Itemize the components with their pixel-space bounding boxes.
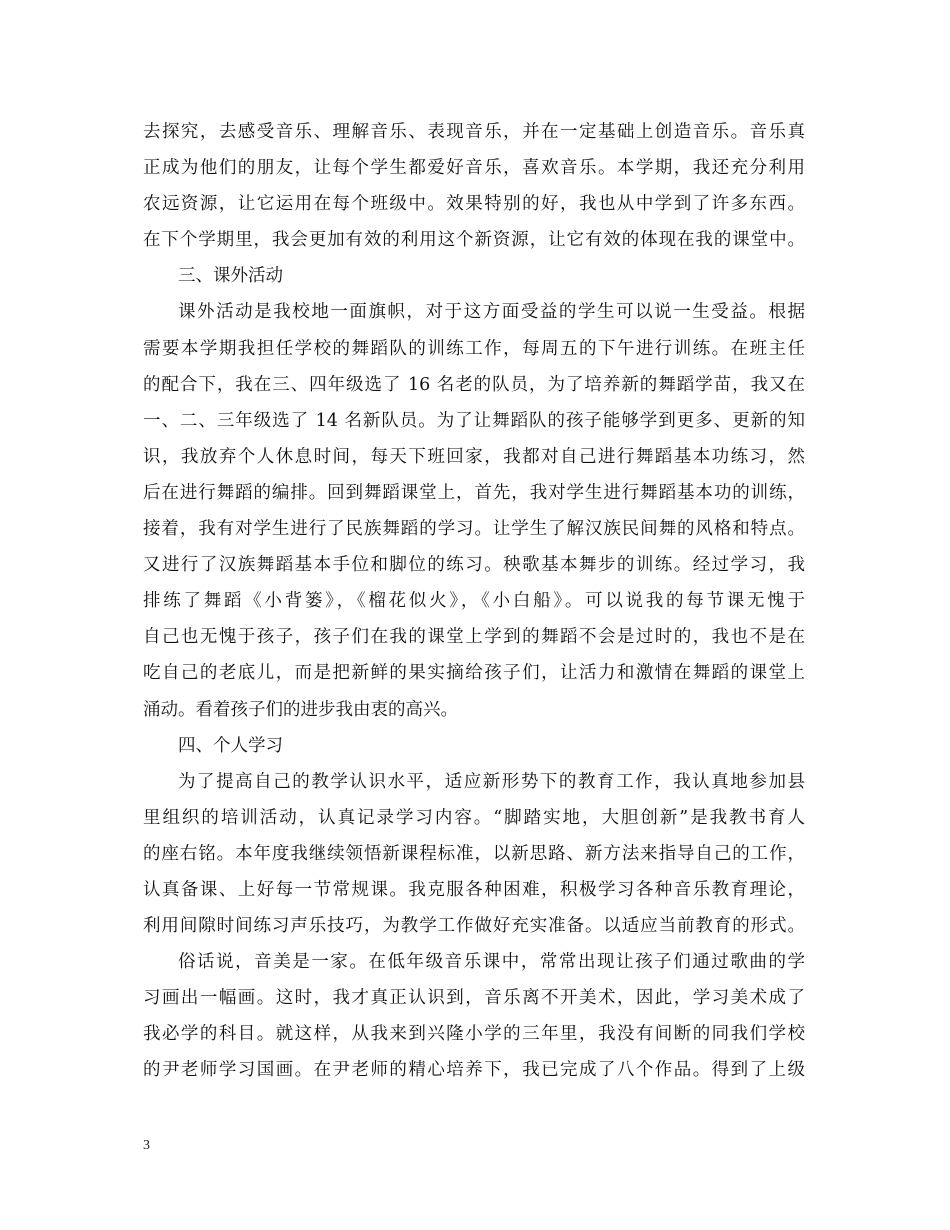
text-line: 接着，我有对学生进行了民族舞蹈的学习。让学生了解汉族民间舞的风格和特点。 (143, 519, 805, 540)
text-line: 习画出一幅画。这时，我才真正认识到，音乐离不开美术，因此，学习美术成了 (143, 988, 805, 1009)
text-line: 利用间隙时间练习声乐技巧，为教学工作做好充实准备。以适应当前教育的形式。 (143, 916, 805, 937)
text-line: 的配合下，我在三、四年级选了 16 名老的队员，为了培养新的舞蹈学苗，我又在 (143, 374, 805, 395)
text-line: 排练了舞蹈《小背篓》，《榴花似火》，《小白船》。可以说我的每节课无愧于 (143, 591, 805, 612)
page-number: 3 (143, 1138, 150, 1153)
text-line: 的座右铭。本年度我继续领悟新课程标准，以新思路、新方法来指导自己的工作， (143, 843, 805, 864)
text-line: 后在进行舞蹈的编排。回到舞蹈课堂上，首先，我对学生进行舞蹈基本功的训练， (143, 482, 805, 503)
text-line: 需要本学期我担任学校的舞蹈队的训练工作，每周五的下午进行训练。在班主任 (143, 338, 805, 359)
text-line: 自己也无愧于孩子，孩子们在我的课堂上学到的舞蹈不会是过时的，我也不是在 (143, 627, 805, 648)
text-line: 正成为他们的朋友，让每个学生都爱好音乐，喜欢音乐。本学期，我还充分利用 (143, 158, 805, 179)
text-line: 农远资源，让它运用在每个班级中。效果特别的好，我也从中学到了许多东西。 (143, 194, 805, 215)
text-line: 识，我放弃个人休息时间，每天下班回家，我都对自己进行舞蹈基本功练习，然 (143, 446, 805, 467)
text-line: 的尹老师学习国画。在尹老师的精心培养下，我已完成了八个作品。得到了上级 (143, 1060, 805, 1081)
text-line: 又进行了汉族舞蹈基本手位和脚位的练习。秧歌基本舞步的训练。经过学习，我 (143, 555, 805, 576)
text-line: 三、课外活动 (178, 266, 283, 287)
text-line: 吃自己的老底儿，而是把新鲜的果实摘给孩子们，让活力和激情在舞蹈的课堂上 (143, 663, 805, 684)
text-line: 课外活动是我校地一面旗帜，对于这方面受益的学生可以说一生受益。根据 (178, 302, 805, 323)
text-line: 我必学的科目。就这样，从我来到兴隆小学的三年里，我没有间断的同我们学校 (143, 1024, 805, 1045)
text-line: 四、个人学习 (178, 735, 283, 756)
text-line: 里组织的培训活动，认真记录学习内容。“脚踏实地，大胆创新”是我教书育人 (143, 807, 805, 828)
text-line: 俗话说，音美是一家。在低年级音乐课中，常常出现让孩子们通过歌曲的学 (178, 952, 805, 973)
text-line: 去探究，去感受音乐、理解音乐、表现音乐，并在一定基础上创造音乐。音乐真 (143, 122, 805, 142)
text-line: 认真备课、上好每一节常规课。我克服各种困难，积极学习各种音乐教育理论， (143, 879, 805, 900)
text-line: 为了提高自己的教学认识水平，适应新形势下的教育工作，我认真地参加县 (178, 771, 805, 792)
text-line: 一、二、三年级选了 14 名新队员。为了让舞蹈队的孩子能够学到更多、更新的知 (143, 410, 805, 431)
text-line: 涌动。看着孩子们的进步我由衷的高兴。 (143, 699, 458, 720)
text-line: 在下个学期里，我会更加有效的利用这个新资源，让它有效的体现在我的课堂中。 (143, 230, 805, 251)
body-text (143, 114, 805, 1089)
